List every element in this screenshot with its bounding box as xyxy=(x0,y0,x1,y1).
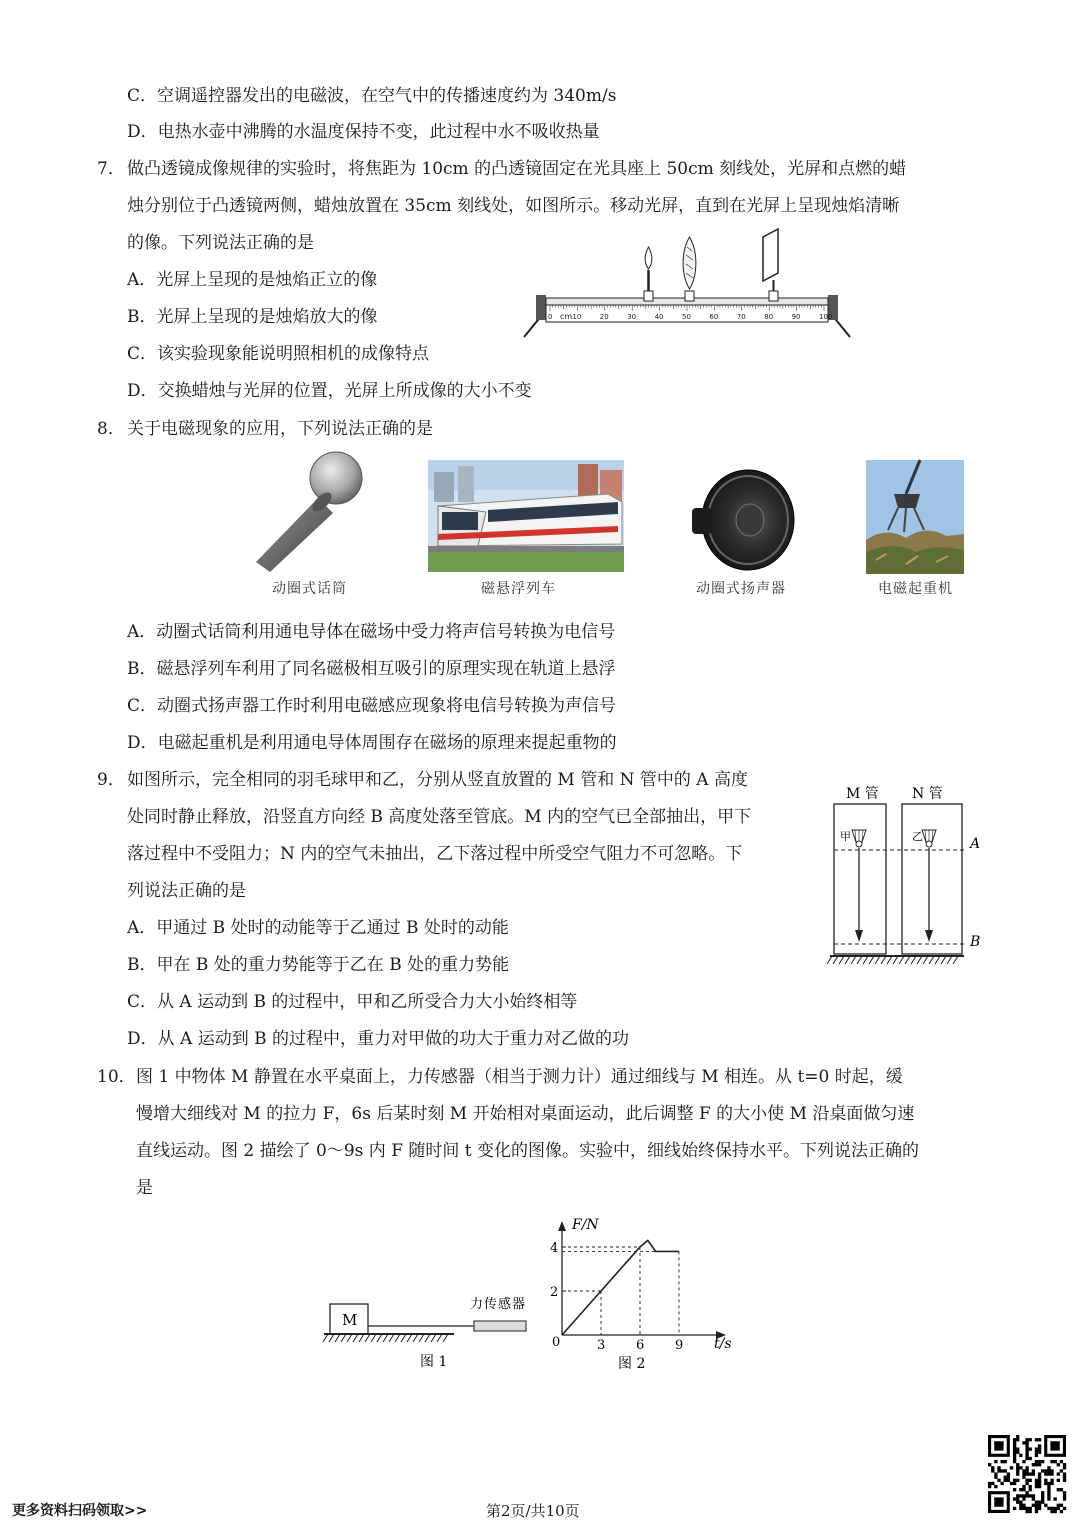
bench-left-end xyxy=(536,295,546,320)
q9-number: 9． xyxy=(97,770,125,790)
q9-option-a: A．甲通过 B 处时的动能等于乙通过 B 处时的动能 xyxy=(127,918,509,938)
microphone-grille xyxy=(310,452,362,504)
figure-2-force-time-chart xyxy=(540,1215,740,1375)
option-prev-d: D．电热水壶中沸腾的水温度保持不变，此过程中水不吸收热量 xyxy=(127,122,600,142)
tube-m-label: M 管 xyxy=(846,786,879,802)
level-b-label: B xyxy=(970,934,981,950)
x-tick-label: 9 xyxy=(675,1338,684,1353)
q9-option-d: D．从 A 运动到 B 的过程中，重力对甲做的功大于重力对乙做的功 xyxy=(127,1029,630,1049)
q7-option-a: A．光屏上呈现的是烛焰正立的像 xyxy=(127,270,378,290)
q8-option-c: C．动圈式扬声器工作时利用电磁感应现象将电信号转换为声信号 xyxy=(127,696,617,716)
x-axis-label: t/s xyxy=(714,1336,732,1352)
caption-microphone: 动圈式话筒 xyxy=(272,581,347,597)
q7-stem-line-1: 做凸透镜成像规律的实验时，将焦距为 10cm 的凸透镜固定在光具座上 50cm 刻线处，光屏和点燃的蜡 xyxy=(127,159,907,179)
chart-guides xyxy=(562,1247,679,1335)
qr-code-image xyxy=(988,1435,1066,1513)
level-a-label: A xyxy=(970,836,981,852)
dynamic-microphone-image xyxy=(248,450,364,575)
x-tick-label: 6 xyxy=(636,1338,645,1353)
q7-stem-line-3: 的像。下列说法正确的是 xyxy=(127,233,314,253)
block-m-label: M xyxy=(342,1311,358,1329)
q9-stem-line-1: 如图所示，完全相同的羽毛球甲和乙，分别从竖直放置的 M 管和 N 管中的 A 高度 xyxy=(127,770,748,790)
caption-electromagnetic-crane: 电磁起重机 xyxy=(878,581,953,597)
q10-stem-line-2: 慢增大细线对 M 的拉力 F，6s 后某时刻 M 开始相对桌面运动，此后调整 F 的大小使 M 沿桌面做匀速 xyxy=(136,1104,915,1124)
q10-number: 10． xyxy=(97,1067,136,1087)
bench-tick-label: 60 xyxy=(709,313,719,321)
q7-option-d: D．交换蜡烛与光屏的位置，光屏上所成像的大小不变 xyxy=(127,381,532,401)
candle-flame-icon xyxy=(645,247,652,269)
caption-loudspeaker: 动圈式扬声器 xyxy=(696,581,786,597)
option-prev-c: C．空调遥控器发出的电磁波，在空气中的传播速度约为 340m/s xyxy=(127,86,617,106)
tube-n-label: N 管 xyxy=(912,786,943,802)
page-number: 第2页/共10页 xyxy=(486,1502,580,1520)
screen-holder xyxy=(769,291,778,301)
y-axis-label: F/N xyxy=(572,1217,599,1233)
x-tick-label: 3 xyxy=(597,1338,606,1353)
bench-tick-label: 40 xyxy=(654,313,664,321)
bench-tick-label: 20 xyxy=(599,313,609,321)
bench-tick-label: 70 xyxy=(736,313,746,321)
chart-ticks xyxy=(550,1241,683,1353)
q7-option-c: C．该实验现象能说明照相机的成像特点 xyxy=(127,344,430,364)
y-axis-arrow xyxy=(558,1221,566,1231)
lens-holder xyxy=(685,291,694,301)
ground-hatch xyxy=(827,956,958,964)
bench-tick-label: 10 xyxy=(572,313,582,321)
q8-number: 8． xyxy=(97,419,125,439)
q8-stem: 关于电磁现象的应用，下列说法正确的是 xyxy=(127,419,433,439)
candle-holder xyxy=(644,291,653,301)
bench-tick-label: 50 xyxy=(682,313,691,321)
q10-stem-line-3: 直线运动。图 2 描绘了 0～9s 内 F 随时间 t 变化的图像。实验中，细线始终保持水平。下列说法正确的 xyxy=(136,1141,920,1161)
bench-tick-label: 30 xyxy=(627,313,637,321)
force-sensor-label: 力传感器 xyxy=(470,1297,527,1312)
q10-stem-line-4: 是 xyxy=(136,1178,153,1198)
q9-stem-line-2: 处同时静止释放，沿竖直方向经 B 高度处落至管底。M 内的空气已全部抽出，甲下 xyxy=(127,807,752,827)
tubes-figure xyxy=(826,780,986,970)
loudspeaker-image xyxy=(688,462,798,574)
footer-scan-prompt: 更多资料扫码领取>> xyxy=(12,1503,148,1519)
q9-option-c: C．从 A 运动到 B 的过程中，甲和乙所受合力大小始终相等 xyxy=(127,992,578,1012)
q8-option-a: A．动圈式话筒利用通电导体在磁场中受力将声信号转换为电信号 xyxy=(127,622,616,642)
bench-tick-label: 80 xyxy=(764,313,774,321)
convex-lens-icon xyxy=(683,237,696,289)
bench-tick-label: 90 xyxy=(791,313,801,321)
optical-bench-figure xyxy=(520,225,855,340)
maglev-train-image xyxy=(428,460,624,572)
figure-1-setup xyxy=(322,1290,542,1370)
q7-stem-line-2: 烛分别位于凸透镜两侧，蜡烛放置在 35cm 刻线处，如图所示。移动光屏，直到在光屏上呈现烛焰清晰 xyxy=(127,196,900,216)
y-tick-label: 4 xyxy=(550,1241,559,1256)
q8-option-b: B．磁悬浮列车利用了同名磁极相互吸引的原理实现在轨道上悬浮 xyxy=(127,659,616,679)
shuttlecock-jia-label: 甲 xyxy=(840,830,851,843)
figure-2-caption: 图 2 xyxy=(618,1356,646,1372)
caption-maglev-train: 磁悬浮列车 xyxy=(481,581,556,597)
force-sensor xyxy=(474,1321,526,1331)
q9-stem-line-3: 落过程中不受阻力；N 内的空气未抽出，乙下落过程中所受空气阻力不可忽略。下 xyxy=(127,844,743,864)
bench-unit-label: cm xyxy=(560,312,573,321)
q8-option-d: D．电磁起重机是利用通电导体周围存在磁场的原理来提起重物的 xyxy=(127,733,617,753)
force-curve xyxy=(562,1240,679,1335)
origin-label: 0 xyxy=(552,1335,561,1350)
q9-option-b: B．甲在 B 处的重力势能等于乙在 B 处的重力势能 xyxy=(127,955,510,975)
light-screen-icon xyxy=(763,229,778,281)
y-tick-label: 2 xyxy=(550,1285,559,1300)
q7-option-b: B．光屏上呈现的是烛焰放大的像 xyxy=(127,307,378,327)
q9-stem-line-4: 列说法正确的是 xyxy=(127,881,246,901)
bench-tick-label: 100 xyxy=(819,313,833,321)
bench-tick-label: 0 xyxy=(548,313,553,321)
table-hatch xyxy=(323,1334,448,1342)
shuttlecock-yi-label: 乙 xyxy=(912,830,923,843)
figure-1-caption: 图 1 xyxy=(420,1354,448,1370)
electromagnetic-crane-image xyxy=(866,460,964,574)
q10-stem-line-1: 图 1 中物体 M 静置在水平桌面上，力传感器（相当于测力计）通过细线与 M 相连。从 t=0 时起，缓 xyxy=(136,1067,903,1087)
q7-number: 7． xyxy=(97,159,125,179)
